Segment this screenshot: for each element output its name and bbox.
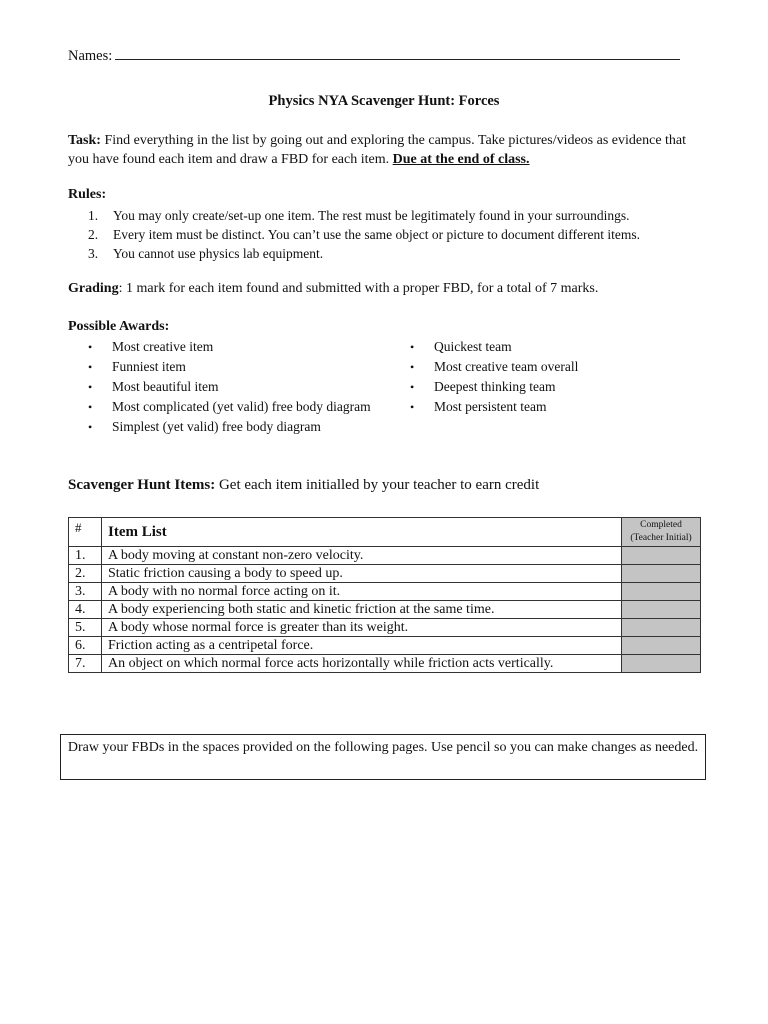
task-text: Find everything in the list by going out and exploring the campus. Take pictures/videos as evidence that you have found each item and draw a FBD for each item. xyxy=(68,133,687,167)
task-label: Task: xyxy=(68,133,101,148)
award-text: Most creative item xyxy=(112,339,214,354)
award-item xyxy=(410,357,578,377)
rule-text: You may only create/set-up one item. The rest must be legitimately found in your surroundings. xyxy=(113,208,630,223)
award-item xyxy=(88,357,371,377)
item-table xyxy=(68,517,701,673)
bullet-icon: • xyxy=(88,380,93,394)
rule-item xyxy=(88,244,640,263)
bullet-icon: • xyxy=(410,400,415,414)
row-number: 6. xyxy=(69,637,102,655)
award-text: Simplest (yet valid) free body diagram xyxy=(112,419,321,434)
row-number: 3. xyxy=(69,583,102,601)
rule-number: 1. xyxy=(88,208,99,223)
hunt-text: Get each item initialled by your teacher to earn credit xyxy=(215,477,540,493)
names-label: Names: xyxy=(68,48,113,64)
row-item: A body moving at constant non-zero velocity. xyxy=(102,547,622,565)
award-item xyxy=(88,337,371,357)
grading-text: : 1 mark for each item found and submitted with a proper FBD, for a total of 7 marks. xyxy=(118,281,599,296)
names-field xyxy=(68,46,680,65)
teacher-initial-cell[interactable] xyxy=(622,619,701,637)
row-item: An object on which normal force acts horizontally while friction acts vertically. xyxy=(102,655,622,673)
teacher-initial-cell[interactable] xyxy=(622,565,701,583)
bullet-icon: • xyxy=(88,420,93,434)
rule-number: 3. xyxy=(88,246,99,261)
awards-heading: Possible Awards: xyxy=(68,319,170,334)
teacher-initial-cell[interactable] xyxy=(622,637,701,655)
awards-list-right xyxy=(410,337,578,417)
row-number: 7. xyxy=(69,655,102,673)
award-item xyxy=(410,377,578,397)
award-item xyxy=(410,337,578,357)
row-number: 5. xyxy=(69,619,102,637)
header-number: # xyxy=(69,518,102,547)
table-row xyxy=(69,583,701,601)
award-item xyxy=(88,377,371,397)
bullet-icon: • xyxy=(410,340,415,354)
rule-item xyxy=(88,225,640,244)
bullet-icon: • xyxy=(410,360,415,374)
row-item: A body whose normal force is greater than its weight. xyxy=(102,619,622,637)
hunt-heading xyxy=(68,477,539,494)
header-completed-line2: (Teacher Initial) xyxy=(630,533,692,543)
teacher-initial-cell[interactable] xyxy=(622,655,701,673)
task-due: Due at the end of class. xyxy=(392,152,530,167)
header-item-list: Item List xyxy=(102,518,622,547)
task-paragraph xyxy=(68,131,708,169)
award-text: Deepest thinking team xyxy=(434,379,556,394)
award-text: Funniest item xyxy=(112,359,186,374)
table-row xyxy=(69,565,701,583)
fbd-instructions-box: Draw your FBDs in the spaces provided on the following pages. Use pencil so you can make changes as needed. xyxy=(60,734,706,780)
teacher-initial-cell[interactable] xyxy=(622,547,701,565)
row-number: 4. xyxy=(69,601,102,619)
award-text: Most complicated (yet valid) free body diagram xyxy=(112,399,371,414)
rules-list xyxy=(88,206,640,263)
row-item: Static friction causing a body to speed up. xyxy=(102,565,622,583)
table-row xyxy=(69,637,701,655)
award-item xyxy=(410,397,578,417)
award-text: Most persistent team xyxy=(434,399,547,414)
row-item: A body with no normal force acting on it. xyxy=(102,583,622,601)
row-item: Friction acting as a centripetal force. xyxy=(102,637,622,655)
grading-paragraph xyxy=(68,281,598,297)
names-blank-line[interactable] xyxy=(115,46,680,60)
bullet-icon: • xyxy=(88,340,93,354)
rule-text: Every item must be distinct. You can’t use the same object or picture to document different items. xyxy=(113,227,641,242)
awards-list-left xyxy=(88,337,371,437)
rule-item xyxy=(88,206,640,225)
row-item: A body experiencing both static and kinetic friction at the same time. xyxy=(102,601,622,619)
bullet-icon: • xyxy=(88,360,93,374)
award-item xyxy=(88,417,371,437)
award-item xyxy=(88,397,371,417)
rule-number: 2. xyxy=(88,227,99,242)
page-title: Physics NYA Scavenger Hunt: Forces xyxy=(268,93,500,109)
header-completed-line1: Completed xyxy=(640,520,682,530)
rules-heading: Rules: xyxy=(68,187,107,202)
row-number: 2. xyxy=(69,565,102,583)
table-row xyxy=(69,601,701,619)
table-row xyxy=(69,547,701,565)
header-completed xyxy=(622,518,701,547)
award-text: Most creative team overall xyxy=(434,359,579,374)
award-text: Most beautiful item xyxy=(112,379,219,394)
bullet-icon: • xyxy=(410,380,415,394)
hunt-label: Scavenger Hunt Items: xyxy=(68,477,216,493)
bullet-icon: • xyxy=(88,400,93,414)
table-row xyxy=(69,655,701,673)
teacher-initial-cell[interactable] xyxy=(622,601,701,619)
table-row xyxy=(69,619,701,637)
table-header-row xyxy=(69,518,701,547)
row-number: 1. xyxy=(69,547,102,565)
rule-text: You cannot use physics lab equipment. xyxy=(113,246,324,261)
teacher-initial-cell[interactable] xyxy=(622,583,701,601)
grading-label: Grading xyxy=(68,281,119,296)
award-text: Quickest team xyxy=(434,339,512,354)
